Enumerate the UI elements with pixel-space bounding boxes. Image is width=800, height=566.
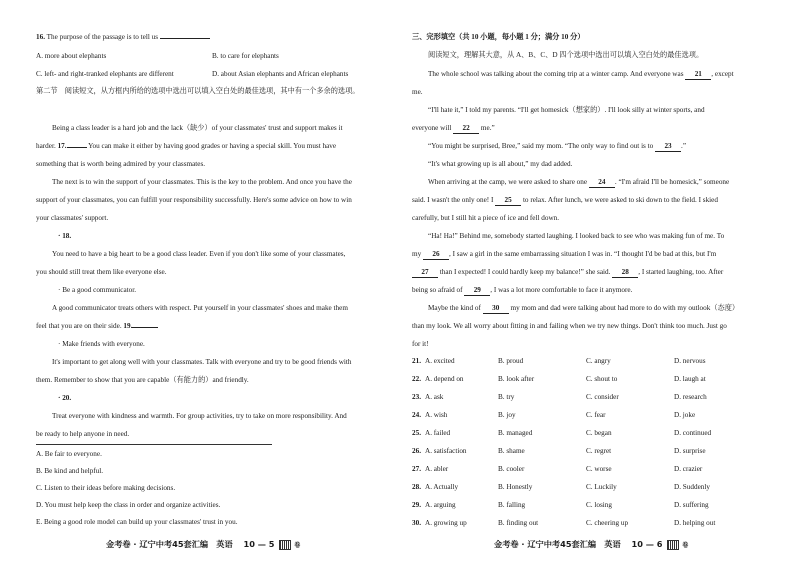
cloze-line-12: 27 than I expected! I could hardly keep my balance!” she said. 28 , I started laughing, too. After <box>412 268 723 278</box>
paragraph-4-line2: feel that you are on their side. 19. <box>36 322 158 331</box>
cloze-line-7: When arriving at the camp, we were asked to share one 24 . “I'm afraid I'll be homesick,” someone <box>428 178 730 186</box>
cloze-line-6: “It's what growing up is all about,” my dad added. <box>428 160 573 168</box>
option-c[interactable]: C. worse <box>586 465 612 473</box>
cloze-line-10: “Ha! Ha!” Behind me, somebody started laughing. I looked back to see who was making fun of me. To <box>428 232 725 240</box>
option-c[interactable]: C. losing <box>586 501 612 509</box>
cloze-line-8: said. I wasn't the only one! I 25 to relax. After lunch, we were asked to ski down to the field. I skied <box>412 196 718 204</box>
cloze-line-14: Maybe the kind of 30 my mom and dad were talking about had more to do with my outlook（态度） <box>428 304 740 312</box>
option-a[interactable]: A. ask <box>425 393 444 401</box>
paragraph-5: It's important to get along well with your classmates. Talk with everyone and try to be good friends with <box>52 358 352 366</box>
paragraph-1-line2: harder. 17. You can make it either by having good grades or having a special skill. You must have <box>36 142 337 150</box>
choice-e[interactable]: E. Being a good role model can build up your classmates' trust in you. <box>36 518 238 526</box>
option-b[interactable]: B. managed <box>498 429 533 437</box>
blank-19-line[interactable] <box>132 327 158 328</box>
option-b[interactable]: B. proud <box>498 357 524 365</box>
paragraph-3-line2: you should still treat them like everyone else. <box>36 268 167 276</box>
option-a[interactable]: A. depend on <box>425 375 464 383</box>
cloze-line-15: than my look. We all worry about fitting in and failing when we try new things. Don't think too much. Just go <box>412 322 727 330</box>
barcode-icon <box>667 540 679 550</box>
option-a[interactable]: A. excited <box>425 357 455 365</box>
option-b[interactable]: B. cooler <box>498 465 525 473</box>
option-b[interactable]: B. look after <box>498 375 535 383</box>
option-c[interactable]: C. fear <box>586 411 606 419</box>
q16-stem: 16. The purpose of the passage is to tell us <box>36 33 210 42</box>
right-footer-tag: 卷 <box>682 542 689 549</box>
bullet-communicator: · Be a good communicator. <box>58 286 137 294</box>
option-row-22: 22. A. depend on B. look after C. shout to D. laugh at <box>412 375 706 383</box>
option-d[interactable]: D. nervous <box>674 357 706 365</box>
cloze-line-3: “I'll hate it,” I told my parents. “I'll get homesick（想家的）. I'll look silly at winter sports, and <box>428 106 705 114</box>
option-d[interactable]: D. Suddenly <box>674 483 710 491</box>
section3-instructions: 阅读短文，理解其大意，从 A、B、C、D 四个选项中选出可以填入空白处的最佳选项。 <box>428 51 704 59</box>
paragraph-4: A good communicator treats others with respect. Put yourself in your classmates' shoes and make them <box>52 304 348 312</box>
option-d[interactable]: D. surprise <box>674 447 706 455</box>
option-d[interactable]: D. crazier <box>674 465 703 473</box>
option-d[interactable]: D. research <box>674 393 707 401</box>
paragraph-1: Being a class leader is a hard job and the lack（缺少）of your classmates' trust and support makes it <box>52 124 343 132</box>
option-c[interactable]: C. regret <box>586 447 612 455</box>
option-a[interactable]: A. wish <box>425 411 448 419</box>
bullet-friends: · Make friends with everyone. <box>58 340 145 348</box>
cloze-line-5: “You might be surprised, Bree,” said my mom. “The only way to find out is to 23 .” <box>428 142 687 150</box>
cloze-line-4: everyone will 22 me.” <box>412 124 495 132</box>
q16-option-b[interactable]: B. to care for elephants <box>212 52 279 60</box>
option-c[interactable]: C. began <box>586 429 612 437</box>
blank-29[interactable]: 29 <box>464 286 490 296</box>
blank-17: 17. <box>57 142 67 150</box>
option-c[interactable]: C. shout to <box>586 375 618 383</box>
option-c[interactable]: C. angry <box>586 357 611 365</box>
paragraph-2: The next is to win the support of your classmates. This is the key to the problem. And once you have the <box>52 178 352 186</box>
choice-a[interactable]: A. Be fair to everyone. <box>36 450 102 458</box>
option-b[interactable]: B. Honestly <box>498 483 533 491</box>
blank-27[interactable]: 27 <box>412 268 438 278</box>
option-c[interactable]: C. cheering up <box>586 519 629 527</box>
section2-instructions: 第二节 阅读短文，从方框内所给的选项中选出可以填入空白处的最佳选项，其中有一个多余的选项。 <box>36 87 360 95</box>
blank-21[interactable]: 21 <box>685 70 711 80</box>
option-row-27: 27. A. abler B. cooler C. worse D. crazier <box>412 465 703 473</box>
option-d[interactable]: D. joke <box>674 411 696 419</box>
option-d[interactable]: D. continued <box>674 429 712 437</box>
cloze-line-2: me. <box>412 88 423 96</box>
cloze-line-9: carefully, but I still hit a piece of ice and fell down. <box>412 214 560 222</box>
section3-title: 三、完形填空（共 10 小题，每小题 1 分；满分 10 分） <box>412 33 585 41</box>
option-a[interactable]: A. abler <box>425 465 449 473</box>
left-footer: 金考卷 · 辽宁中考45套汇编 英语 10 — 5 卷 <box>106 539 301 549</box>
q16-option-c[interactable]: C. left- and right-tranked elephants are different <box>36 70 174 78</box>
paragraph-2-line2: support of your classmates, you can fulfill your responsibility successfully. Here's some advice on how to win <box>36 196 352 204</box>
option-d[interactable]: D. suffering <box>674 501 709 509</box>
option-row-23: 23. A. ask B. try C. consider D. research <box>412 393 707 401</box>
option-c[interactable]: C. consider <box>586 393 619 401</box>
option-a[interactable]: A. satisfaction <box>425 447 467 455</box>
option-row-28: 28. A. Actually B. Honestly C. Luckily D. Suddenly <box>412 483 710 491</box>
barcode-icon <box>279 540 291 550</box>
option-b[interactable]: B. finding out <box>498 519 539 527</box>
cloze-line-16: for it! <box>412 340 429 348</box>
blank-30[interactable]: 30 <box>483 304 509 314</box>
blank-28[interactable]: 28 <box>612 268 638 278</box>
paragraph-1-line3: something that is worth being admired by your classmates. <box>36 160 206 168</box>
option-c[interactable]: C. Luckily <box>586 483 617 491</box>
blank-19: 19. <box>123 322 133 330</box>
option-row-29: 29. A. arguing B. falling C. losing D. suffering <box>412 501 709 509</box>
option-b[interactable]: B. falling <box>498 501 526 509</box>
option-a[interactable]: A. growing up <box>425 519 467 527</box>
blank-25[interactable]: 25 <box>495 196 521 206</box>
choice-d[interactable]: D. You must help keep the class in order and organize activities. <box>36 501 221 509</box>
paragraph-5-line2: them. Remember to show that you are capable（有能力的）and friendly. <box>36 376 249 384</box>
option-a[interactable]: A. failed <box>425 429 451 437</box>
blank-24[interactable]: 24 <box>589 178 615 188</box>
q16-option-d[interactable]: D. about Asian elephants and African elephants <box>212 70 349 78</box>
option-d[interactable]: D. laugh at <box>674 375 706 383</box>
blank-20[interactable]: · 20. <box>58 394 72 402</box>
option-d[interactable]: D. helping out <box>674 519 716 527</box>
option-row-24: 24. A. wish B. joy C. fear D. joke <box>412 411 696 419</box>
cloze-line-13: being so afraid of 29 , I was a lot more comfortable to face it anymore. <box>412 286 633 294</box>
choices-divider <box>36 444 272 445</box>
blank-18[interactable]: · 18. <box>58 232 72 240</box>
option-a[interactable]: A. arguing <box>425 501 456 509</box>
left-footer-tag: 卷 <box>294 542 301 549</box>
option-row-30: 30. A. growing up B. finding out C. cheering up D. helping out <box>412 519 716 527</box>
paragraph-6: Treat everyone with kindness and warmth. For group activities, try to take on more responsibility. And <box>52 412 347 420</box>
choice-c[interactable]: C. Listen to their ideas before making decisions. <box>36 484 176 492</box>
paragraph-2-line3: your classmates' support. <box>36 214 109 222</box>
blank-23[interactable]: 23 <box>655 142 681 152</box>
q16-option-a[interactable]: A. more about elephants <box>36 52 107 60</box>
blank-17-line[interactable] <box>67 147 87 148</box>
option-a[interactable]: A. Actually <box>425 483 459 491</box>
option-row-26: 26. A. satisfaction B. shame C. regret D. surprise <box>412 447 706 455</box>
option-b[interactable]: B. joy <box>498 411 516 419</box>
right-footer: 金考卷 · 辽宁中考45套汇编 英语 10 — 6 卷 <box>494 539 689 549</box>
blank-26[interactable]: 26 <box>423 250 449 260</box>
paragraph-6-line2: be ready to help anyone in need. <box>36 430 130 438</box>
cloze-line-11: my 26 , I saw a girl in the same embarrassing situation I was in. “I thought I'd be bad at this, but I'm <box>412 250 717 258</box>
option-row-21: 21. A. excited B. proud C. angry D. nervous <box>412 357 706 365</box>
choice-b[interactable]: B. Be kind and helpful. <box>36 467 104 475</box>
option-b[interactable]: B. try <box>498 393 515 401</box>
blank-22[interactable]: 22 <box>453 124 479 134</box>
cloze-line-1: The whole school was talking about the coming trip at a winter camp. And everyone was 21 , except <box>428 70 734 78</box>
option-b[interactable]: B. shame <box>498 447 525 455</box>
right-page-number: 10 — 6 <box>631 539 663 549</box>
paragraph-3: You need to have a big heart to be a good class leader. Even if you don't like some of your classmates, <box>52 250 346 258</box>
left-page-number: 10 — 5 <box>243 539 275 549</box>
option-row-25: 25. A. failed B. managed C. began D. continued <box>412 429 712 437</box>
